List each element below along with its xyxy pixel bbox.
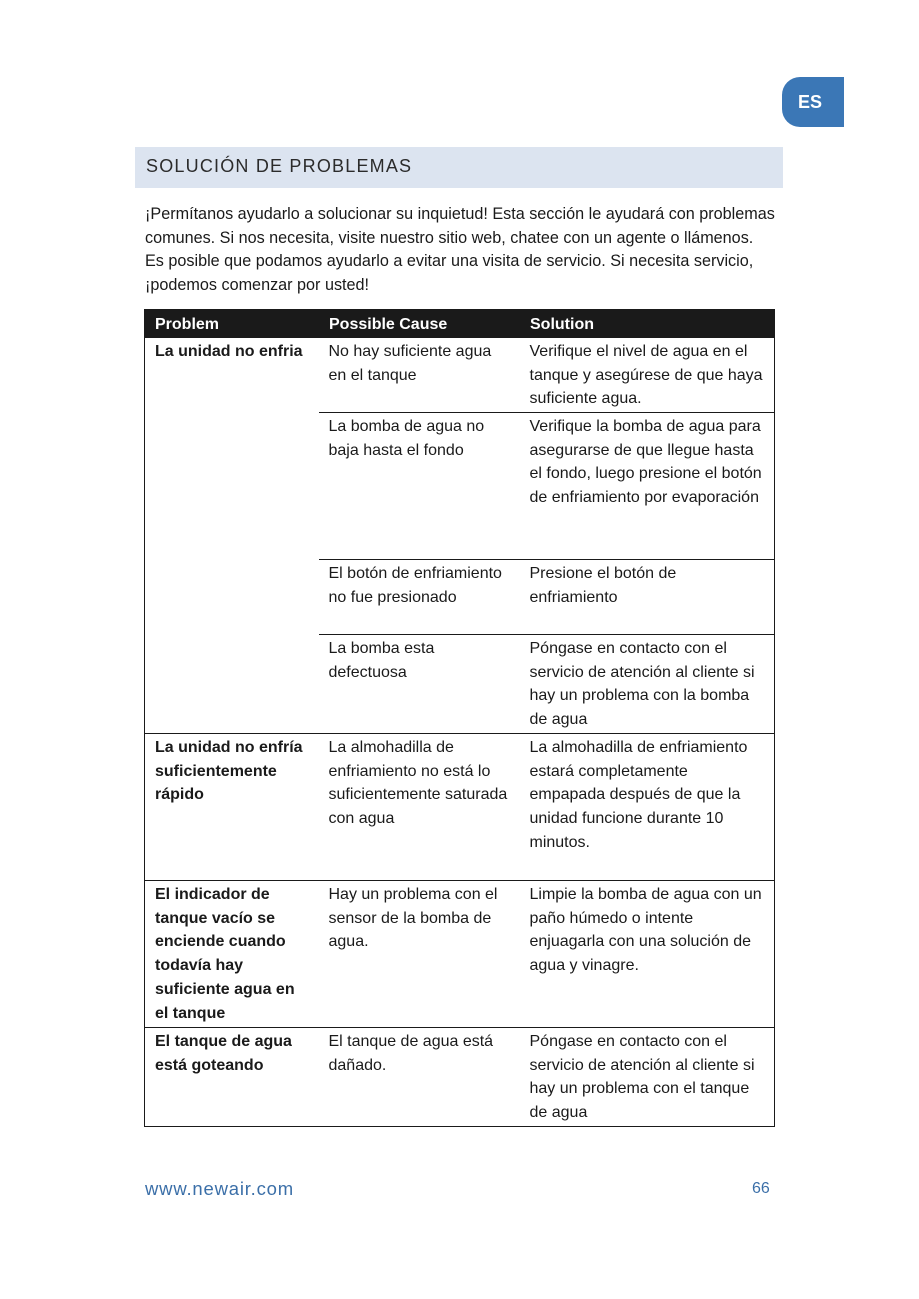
cause-cell: El botón de enfriamiento no fue presionado	[319, 559, 520, 634]
problem-cell: El indicador de tanque vacío se enciende cuando todavía hay suficiente agua en el tanque	[145, 880, 319, 1027]
cause-cell: El tanque de agua está dañado.	[319, 1027, 520, 1126]
cause-cell: Hay un problema con el sensor de la bomba de agua.	[319, 880, 520, 1027]
solution-cell: Póngase en contacto con el servicio de atención al cliente si hay un problema con el tanque de agua	[520, 1027, 775, 1126]
cause-cell: La bomba esta defectuosa	[319, 634, 520, 733]
language-tab	[782, 77, 844, 127]
cause-cell: No hay suficiente agua en el tanque	[319, 337, 520, 412]
table-row	[145, 1027, 775, 1126]
website-link[interactable]: www.newair.com	[145, 1178, 294, 1199]
table-row	[145, 880, 775, 1027]
solution-cell: Verifique el nivel de agua en el tanque y asegúrese de que haya suficiente agua.	[520, 337, 775, 412]
header-possible-cause: Possible Cause	[319, 310, 520, 338]
table-row	[145, 337, 775, 412]
solution-cell: La almohadilla de enfriamiento estará completamente empapada después de que la unidad funcione durante 10 minutos.	[520, 733, 775, 880]
language-tab-label: ES	[797, 91, 822, 112]
problem-cell: La unidad no enfria	[145, 337, 319, 733]
solution-cell: Limpie la bomba de agua con un paño húmedo o intente enjuagarla con una solución de agua y vinagre.	[520, 880, 775, 1027]
page-number: 66	[752, 1180, 770, 1197]
solution-cell: Póngase en contacto con el servicio de atención al cliente si hay un problema con la bomba de agua	[520, 634, 775, 733]
header-solution: Solution	[520, 310, 775, 338]
problem-cell: El tanque de agua está goteando	[145, 1027, 319, 1126]
header-problem: Problem	[145, 310, 319, 338]
solution-cell: Presione el botón de enfriamiento	[520, 559, 775, 634]
section-title: SOLUCIÓN DE PROBLEMAS	[146, 156, 413, 176]
problem-cell: La unidad no enfría suficientemente rápido	[145, 733, 319, 880]
solution-cell: Verifique la bomba de agua para asegurarse de que llegue hasta el fondo, luego presione el botón de enfriamiento por evaporación	[520, 412, 775, 559]
cause-cell: La almohadilla de enfriamiento no está lo suficientemente saturada con agua	[319, 733, 520, 880]
troubleshooting-table	[144, 309, 775, 1127]
intro-paragraph: ¡Permítanos ayudarlo a solucionar su inquietud! Esta sección le ayudará con problemas comunes. Si nos necesita, visite nuestro sitio web, chatee con un agente o llámenos. Es posible que podamos ayudarlo a evitar una visita de servicio. Si necesita servicio, ¡podemos comenzar por usted!	[145, 205, 775, 294]
table-row	[145, 733, 775, 880]
table-header-row	[145, 310, 775, 338]
section-header	[135, 147, 783, 188]
cause-cell: La bomba de agua no baja hasta el fondo	[319, 412, 520, 559]
